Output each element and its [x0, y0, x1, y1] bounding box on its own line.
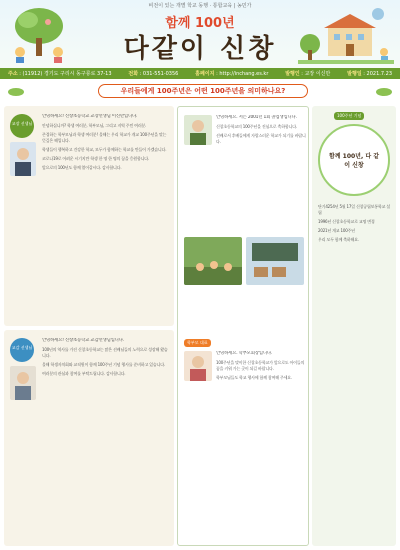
- paragraph: 100년의 역사를 가진 신창초등학교는 많은 선배님들의 노력으로 성장해 왔습니다.: [42, 347, 168, 358]
- paragraph: 안녕하십니까? 학생 여러분, 학부모님, 그리고 지역 주민 여러분.: [42, 123, 147, 128]
- leaf-icon: [6, 86, 26, 98]
- paragraph: 단기4254년 5월 17일 신창공립보통학교 설립: [318, 204, 390, 215]
- paragraph: 신창초등학교의 100주년을 진심으로 축하합니다.: [216, 124, 297, 129]
- alumni-message-text: [216, 115, 306, 235]
- anniversary-text: [318, 204, 392, 540]
- date-info: 발행일 : 2021.7.23: [347, 71, 392, 77]
- principal-greeting: 안녕하세요! 신창초등학교 교장선생님 이신만입니다.: [42, 114, 138, 119]
- alumni-greeting: 안녕하세요. 저는 2001년 1회 졸업생입니다.: [216, 115, 297, 120]
- school-event-photo: [184, 237, 242, 285]
- paragraph: 여러분의 관심과 참여를 부탁드립니다. 감사합니다.: [42, 371, 126, 376]
- parent-representative-tag: 학부모 대표: [184, 339, 211, 347]
- paragraph: 2021년 개교 100주년: [318, 228, 355, 233]
- leaf-icon: [374, 86, 394, 98]
- title-small: 함께 100년: [165, 16, 235, 31]
- info-bar: [0, 68, 400, 79]
- web-info[interactable]: 홈페이지 : http://inchang.es.kr: [195, 71, 269, 77]
- paragraph: 학부모님들도 학교 행사에 함께 참여해 주세요.: [216, 375, 293, 380]
- paragraph: 100주년을 맞이한 신창초등학교가 앞으로도 아이들의 꿈을 키워 가는 곳이 되길 바랍니다.: [216, 360, 305, 371]
- parent-greeting: 안녕하세요. 학부모회장입니다.: [216, 351, 273, 356]
- parent-message-text: [216, 351, 306, 541]
- principal-badge: 교장 선생님: [10, 114, 34, 138]
- paragraph: 학생들이 행복하고 건강한 학교, 모두가 함께하는 학교를 만들어 가겠습니다.: [42, 147, 167, 152]
- paragraph: 우리 모두 함께 축하해요.: [318, 237, 359, 242]
- vice-principal-photo: [10, 366, 36, 400]
- paragraph: 올해 학생자치회와 교직원이 함께 100주년 기념 행사를 준비하고 있습니다.: [42, 362, 165, 367]
- publisher-info: 발행인 : 교장 이신만: [285, 71, 331, 77]
- classroom-photo: [246, 237, 304, 285]
- parent-photo: [184, 351, 212, 381]
- alumni-parent-panel: [177, 106, 309, 546]
- paragraph: 코로나19로 어려운 시기지만 학생 한 명 한 명의 꿈을 응원합니다.: [42, 156, 150, 161]
- page-title: 다같이 신창: [123, 34, 277, 64]
- paragraph: 앞으로의 100년도 함께 열어갑시다. 감사합니다.: [42, 165, 122, 170]
- anniversary-badge: 100주년 기념: [334, 112, 364, 120]
- alumni-photo: [184, 115, 212, 145]
- principal-message-panel: [4, 106, 174, 326]
- principal-message-text: [42, 114, 168, 322]
- principal-photo: [10, 142, 36, 176]
- vice-principal-message-panel: [4, 330, 174, 546]
- vice-principal-greeting: 안녕하세요! 신창초등학교 교감선생님입니다.: [42, 338, 124, 343]
- address-info: 주소 : (11912) 경기도 구리시 동구릉로 37-13: [8, 71, 112, 77]
- newsletter-header: [0, 0, 400, 68]
- vice-principal-message-text: [42, 338, 168, 542]
- header-top-line: 비전이 있는 개별 학교 동행 · 통합교육 | 농민가: [148, 3, 252, 9]
- paragraph: 1996년 신창초등학교로 교명 변경: [318, 219, 375, 224]
- phone-info: 전화 : 031-551-0356: [128, 71, 179, 77]
- anniversary-circle: 함께 100년, 다 같이 신창: [318, 124, 390, 196]
- anniversary-sidebar: [312, 106, 396, 546]
- paragraph: 존경하는 학부모님과 학생 여러분! 올해는 우리 학교가 개교 100주년을 맞는 뜻깊은 해입니다.: [42, 132, 167, 143]
- vice-principal-badge: 교감 선생님: [10, 338, 34, 362]
- section-banner: 우리들에게 100주년은 어떤 100주년을 의미하나요?: [98, 84, 308, 98]
- paragraph: 선배로서 후배들에게 자랑스러운 학교가 되기를 바랍니다.: [216, 133, 306, 144]
